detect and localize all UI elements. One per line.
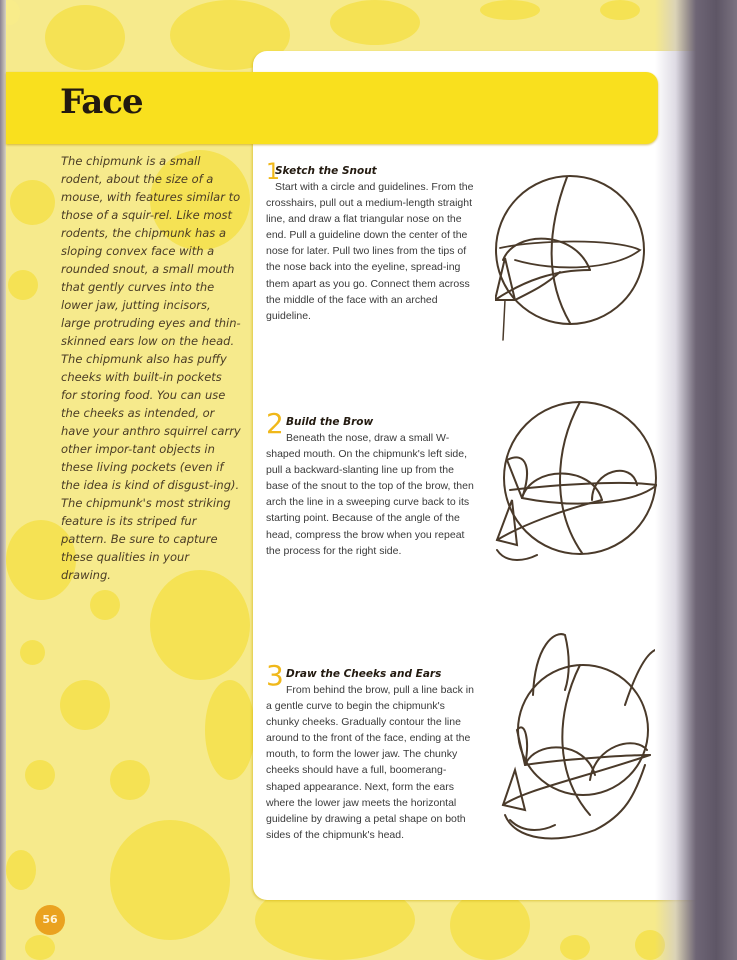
step-body: Start with a circle and guidelines. From the crosshairs, pull out a medium-length straight line, and draw a flat triangular nose on the end. Pull a guideline down the center of the nose for later. Pull two lines from the tips of the nose back into the eyeline, spread-ing them apart as you go. Connect them across the middle of the face with an arched guideline. [266, 181, 474, 322]
chipmunk-head-sketch-3 [495, 615, 655, 855]
mouth [497, 550, 537, 560]
step-2 [266, 407, 478, 559]
step-number: 3 [266, 659, 284, 692]
step-body: From behind the brow, pull a line back in a gentle curve to begin the chipmunk's chunky cheeks. Gradually contour the line around to the front of the face, ending at the mouth, to form the lower jaw. The chunky cheeks should have a full, boomerang-shaped appearance. Next, form the ears where the lower jaw meets the horizontal guideline by drawing a petal shape on both sides of the chipmunk's head. [266, 684, 474, 841]
bg-dot [110, 820, 230, 940]
bg-dot [8, 270, 38, 300]
page-edge [0, 0, 6, 960]
bg-dot [480, 0, 540, 20]
bg-dot [110, 760, 150, 800]
left-brow [507, 457, 527, 498]
page-number-badge: 56 [35, 905, 65, 935]
step-3 [266, 659, 478, 843]
step-heading: Build the Brow [286, 416, 374, 428]
step-heading: Sketch the Snout [275, 165, 377, 177]
bg-dot [10, 180, 55, 225]
bg-dot [600, 0, 640, 20]
bg-dot [205, 680, 255, 780]
step-body: Beneath the nose, draw a small W-shaped mouth. On the chipmunk's left side, pull a backward-slanting line up from the base of the snout to the top of the brow, then arch the line in a sweeping curve back to its starting point. Because of the angle of the head, compress the brow when you repeat the process for the right side. [266, 432, 474, 557]
bg-dot [25, 760, 55, 790]
horizontal-guideline [510, 483, 657, 504]
bg-dot [560, 935, 590, 960]
step-number: 1 [266, 160, 280, 185]
right-brow [592, 471, 637, 500]
vertical-guideline [552, 177, 570, 323]
bg-dot [330, 0, 420, 45]
nose-guideline [503, 300, 505, 340]
bg-dot [90, 590, 120, 620]
page-title: Face [60, 82, 143, 122]
bg-dot [150, 570, 250, 680]
bg-dot [60, 680, 110, 730]
left-brow [517, 727, 527, 765]
vertical-guideline [560, 402, 582, 553]
bg-dot [25, 935, 55, 960]
right-brow [590, 743, 647, 780]
left-ear [533, 634, 569, 695]
step-heading: Draw the Cheeks and Ears [286, 668, 442, 680]
bg-dot [6, 850, 36, 890]
cheek-jaw-line [505, 765, 645, 838]
bg-dot [45, 5, 125, 70]
bg-dot [450, 890, 530, 960]
bg-dot [20, 640, 45, 665]
step-number: 2 [266, 407, 284, 440]
book-spine-shadow [655, 0, 737, 960]
step-1 [266, 160, 478, 324]
head-circle [496, 176, 644, 324]
chipmunk-head-sketch-1 [495, 160, 655, 350]
chipmunk-head-sketch-2 [492, 390, 657, 580]
arched-guideline [503, 239, 590, 270]
intro-paragraph: The chipmunk is a small rodent, about the size of a mouse, with features similar to those of a squir-rel. Like most rodents, the chipmunk has a sloping convex face with a rounded snout, a small mouth that gently curves into the lower jaw, jutting incisors, large protruding eyes and thin-skinned ears low on the head. The chipmunk also has puffy cheeks with built-in pockets for storing food. You can use the cheeks as intended, or have your anthro squirrel carry other impor-tant objects in these living pockets (even if the idea is kind of disgust-ing). The chipmunk's most striking feature is its striped fur pattern. Be sure to capture these qualities in your drawing. [61, 154, 241, 582]
